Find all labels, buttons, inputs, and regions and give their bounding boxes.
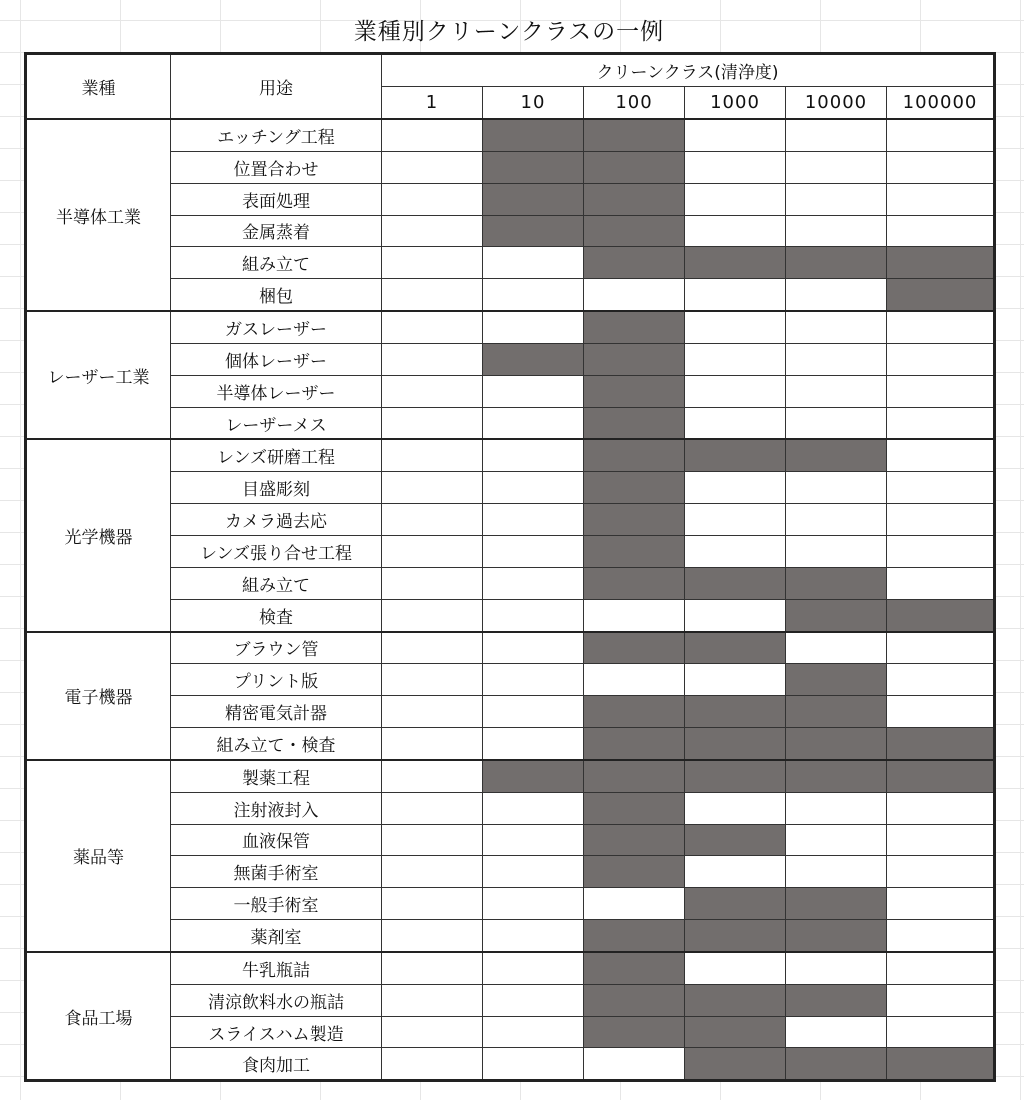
class-cell-empty — [786, 375, 887, 407]
class-cell-empty — [483, 664, 584, 696]
class-cell-filled — [685, 920, 786, 952]
class-cell-filled — [685, 728, 786, 760]
class-cell-empty — [887, 984, 995, 1016]
class-cell-filled — [584, 952, 685, 984]
industry-cell: レーザー工業 — [26, 311, 171, 439]
table-row — [26, 247, 995, 279]
class-cell-empty — [887, 696, 995, 728]
class-cell-filled — [584, 343, 685, 375]
class-cell-empty — [382, 279, 483, 311]
class-cell-empty — [382, 696, 483, 728]
class-cell-filled — [786, 920, 887, 952]
class-cell-empty — [382, 535, 483, 567]
table-row — [26, 343, 995, 375]
class-cell-empty — [685, 856, 786, 888]
class-cell-empty — [786, 343, 887, 375]
class-cell-empty — [786, 215, 887, 247]
class-cell-empty — [685, 375, 786, 407]
table-row — [26, 888, 995, 920]
class-cell-filled — [685, 760, 786, 792]
use-cell: 個体レーザー — [171, 343, 382, 375]
class-cell-empty — [382, 343, 483, 375]
table-row — [26, 407, 995, 439]
class-cell-empty — [887, 632, 995, 664]
class-cell-empty — [887, 151, 995, 183]
class-cell-filled — [483, 119, 584, 151]
class-cell-filled — [685, 696, 786, 728]
class-cell-empty — [786, 407, 887, 439]
class-cell-empty — [382, 1016, 483, 1048]
class-cell-empty — [382, 472, 483, 504]
table-row — [26, 439, 995, 471]
class-cell-filled — [786, 728, 887, 760]
class-cell-empty — [382, 119, 483, 151]
class-cell-filled — [887, 247, 995, 279]
class-cell-filled — [483, 151, 584, 183]
table-row — [26, 215, 995, 247]
table-row — [26, 279, 995, 311]
class-cell-filled — [584, 151, 685, 183]
class-cell-filled — [584, 375, 685, 407]
class-cell-empty — [887, 407, 995, 439]
class-cell-empty — [786, 151, 887, 183]
class-cell-filled — [483, 760, 584, 792]
class-cell-empty — [887, 215, 995, 247]
class-cell-filled — [584, 311, 685, 343]
class-cell-empty — [483, 792, 584, 824]
class-cell-empty — [786, 824, 887, 856]
class-cell-empty — [382, 567, 483, 599]
class-cell-empty — [483, 1016, 584, 1048]
class-cell-filled — [584, 824, 685, 856]
use-cell: 食肉加工 — [171, 1048, 382, 1081]
use-cell: 表面処理 — [171, 183, 382, 215]
class-cell-empty — [887, 504, 995, 536]
table-row — [26, 1016, 995, 1048]
class-cell-filled — [584, 696, 685, 728]
use-cell: 製薬工程 — [171, 760, 382, 792]
class-cell-empty — [887, 311, 995, 343]
class-cell-filled — [786, 567, 887, 599]
use-cell: 検査 — [171, 599, 382, 631]
use-cell: 精密電気計器 — [171, 696, 382, 728]
class-cell-empty — [382, 920, 483, 952]
table-row — [26, 119, 995, 151]
class-cell-empty — [685, 343, 786, 375]
class-cell-empty — [685, 664, 786, 696]
use-cell: 半導体レーザー — [171, 375, 382, 407]
class-cell-empty — [786, 504, 887, 536]
class-cell-empty — [685, 151, 786, 183]
class-cell-empty — [483, 407, 584, 439]
header-industry: 業種 — [26, 54, 171, 120]
class-header: 10 — [483, 87, 584, 120]
class-cell-empty — [483, 599, 584, 631]
class-cell-filled — [584, 504, 685, 536]
class-cell-empty — [382, 504, 483, 536]
class-cell-filled — [786, 1048, 887, 1081]
class-cell-filled — [584, 1016, 685, 1048]
class-cell-filled — [584, 472, 685, 504]
class-cell-empty — [483, 856, 584, 888]
class-cell-empty — [483, 952, 584, 984]
class-cell-filled — [483, 343, 584, 375]
class-cell-filled — [685, 1016, 786, 1048]
class-cell-filled — [685, 439, 786, 471]
class-cell-empty — [483, 535, 584, 567]
class-cell-empty — [382, 952, 483, 984]
table-row — [26, 632, 995, 664]
class-header: 100 — [584, 87, 685, 120]
class-cell-empty — [382, 728, 483, 760]
class-cell-empty — [483, 1048, 584, 1081]
use-cell: 梱包 — [171, 279, 382, 311]
class-cell-empty — [887, 183, 995, 215]
class-cell-filled — [786, 664, 887, 696]
class-cell-filled — [584, 247, 685, 279]
industry-cell: 半導体工業 — [26, 119, 171, 311]
class-cell-empty — [887, 119, 995, 151]
class-cell-filled — [584, 407, 685, 439]
class-cell-empty — [584, 664, 685, 696]
table-row — [26, 792, 995, 824]
class-cell-empty — [786, 792, 887, 824]
class-cell-empty — [382, 632, 483, 664]
class-cell-filled — [584, 183, 685, 215]
class-cell-empty — [887, 664, 995, 696]
class-cell-empty — [483, 375, 584, 407]
use-cell: 注射液封入 — [171, 792, 382, 824]
class-cell-filled — [584, 535, 685, 567]
class-cell-empty — [483, 567, 584, 599]
class-cell-filled — [786, 599, 887, 631]
class-cell-filled — [786, 760, 887, 792]
class-cell-filled — [584, 760, 685, 792]
use-cell: ガスレーザー — [171, 311, 382, 343]
class-cell-filled — [584, 632, 685, 664]
class-cell-empty — [382, 183, 483, 215]
header-clean-class: クリーンクラス(清浄度) — [382, 54, 995, 87]
class-cell-empty — [786, 183, 887, 215]
use-cell: 清涼飲料水の瓶詰 — [171, 984, 382, 1016]
table-row — [26, 599, 995, 631]
class-cell-empty — [887, 375, 995, 407]
class-cell-empty — [382, 760, 483, 792]
use-cell: 薬剤室 — [171, 920, 382, 952]
table-row — [26, 728, 995, 760]
class-cell-empty — [382, 247, 483, 279]
class-cell-filled — [887, 279, 995, 311]
class-cell-empty — [685, 952, 786, 984]
class-cell-empty — [887, 920, 995, 952]
class-cell-empty — [685, 119, 786, 151]
class-cell-empty — [786, 1016, 887, 1048]
class-cell-empty — [382, 664, 483, 696]
class-cell-empty — [382, 375, 483, 407]
table-row — [26, 472, 995, 504]
table-row — [26, 760, 995, 792]
class-cell-empty — [382, 407, 483, 439]
class-cell-filled — [887, 1048, 995, 1081]
class-cell-filled — [685, 984, 786, 1016]
class-cell-empty — [685, 311, 786, 343]
class-cell-empty — [382, 439, 483, 471]
class-cell-filled — [584, 984, 685, 1016]
class-header: 1 — [382, 87, 483, 120]
table-row — [26, 696, 995, 728]
class-cell-empty — [483, 247, 584, 279]
class-cell-empty — [483, 279, 584, 311]
table-row — [26, 984, 995, 1016]
table-row — [26, 952, 995, 984]
class-cell-empty — [483, 728, 584, 760]
industry-cell: 光学機器 — [26, 439, 171, 631]
use-cell: 組み立て・検査 — [171, 728, 382, 760]
class-cell-empty — [786, 279, 887, 311]
class-header: 10000 — [786, 87, 887, 120]
table-row — [26, 664, 995, 696]
use-cell: スライスハム製造 — [171, 1016, 382, 1048]
class-cell-empty — [382, 792, 483, 824]
class-cell-empty — [786, 311, 887, 343]
class-cell-filled — [887, 599, 995, 631]
use-cell: 組み立て — [171, 247, 382, 279]
class-cell-filled — [483, 215, 584, 247]
class-cell-empty — [786, 952, 887, 984]
class-cell-empty — [382, 856, 483, 888]
class-cell-empty — [584, 279, 685, 311]
class-cell-empty — [685, 215, 786, 247]
class-cell-filled — [584, 567, 685, 599]
table-row — [26, 183, 995, 215]
class-cell-empty — [887, 952, 995, 984]
use-cell: エッチング工程 — [171, 119, 382, 151]
class-cell-empty — [584, 599, 685, 631]
table-title: 業種別クリーンクラスの一例 — [353, 19, 665, 45]
use-cell: カメラ過去応 — [171, 504, 382, 536]
use-cell: 一般手術室 — [171, 888, 382, 920]
class-cell-empty — [685, 599, 786, 631]
table-row — [26, 567, 995, 599]
class-cell-filled — [786, 888, 887, 920]
table-row — [26, 504, 995, 536]
class-cell-filled — [685, 888, 786, 920]
industry-cell: 電子機器 — [26, 632, 171, 760]
class-cell-filled — [786, 439, 887, 471]
table-row — [26, 375, 995, 407]
class-cell-empty — [483, 632, 584, 664]
table-row — [26, 920, 995, 952]
class-cell-filled — [685, 824, 786, 856]
table-row — [26, 311, 995, 343]
class-cell-empty — [887, 439, 995, 471]
use-cell: ブラウン管 — [171, 632, 382, 664]
class-cell-filled — [887, 760, 995, 792]
class-cell-empty — [887, 792, 995, 824]
use-cell: 目盛彫刻 — [171, 472, 382, 504]
class-cell-filled — [584, 728, 685, 760]
use-cell: レンズ研磨工程 — [171, 439, 382, 471]
class-cell-empty — [382, 1048, 483, 1081]
class-header: 1000 — [685, 87, 786, 120]
class-cell-empty — [382, 151, 483, 183]
table-row — [26, 1048, 995, 1081]
use-cell: プリント版 — [171, 664, 382, 696]
use-cell: レンズ張り合せ工程 — [171, 535, 382, 567]
class-cell-empty — [584, 888, 685, 920]
use-cell: 位置合わせ — [171, 151, 382, 183]
table-row — [26, 824, 995, 856]
class-cell-filled — [786, 696, 887, 728]
class-cell-empty — [786, 632, 887, 664]
class-cell-empty — [786, 535, 887, 567]
class-cell-filled — [685, 567, 786, 599]
class-cell-empty — [887, 1016, 995, 1048]
class-cell-empty — [382, 599, 483, 631]
class-cell-empty — [382, 984, 483, 1016]
class-cell-empty — [685, 504, 786, 536]
class-cell-empty — [887, 567, 995, 599]
class-cell-empty — [483, 472, 584, 504]
use-cell: 血液保管 — [171, 824, 382, 856]
class-cell-empty — [382, 888, 483, 920]
use-cell: 金属蒸着 — [171, 215, 382, 247]
class-cell-empty — [685, 472, 786, 504]
class-cell-filled — [685, 632, 786, 664]
class-cell-empty — [887, 472, 995, 504]
class-cell-empty — [584, 1048, 685, 1081]
class-cell-filled — [584, 439, 685, 471]
class-cell-filled — [685, 1048, 786, 1081]
class-cell-filled — [887, 728, 995, 760]
class-header: 100000 — [887, 87, 995, 120]
class-cell-empty — [786, 119, 887, 151]
class-cell-filled — [584, 119, 685, 151]
class-cell-empty — [685, 279, 786, 311]
class-cell-filled — [685, 247, 786, 279]
class-cell-empty — [483, 696, 584, 728]
class-cell-empty — [685, 407, 786, 439]
table-row — [26, 151, 995, 183]
table-row — [26, 856, 995, 888]
header-use: 用途 — [171, 54, 382, 120]
class-cell-empty — [887, 856, 995, 888]
table-row — [26, 535, 995, 567]
class-cell-empty — [887, 824, 995, 856]
class-cell-empty — [483, 311, 584, 343]
class-cell-empty — [786, 856, 887, 888]
class-cell-empty — [887, 888, 995, 920]
class-cell-empty — [483, 824, 584, 856]
class-cell-empty — [786, 472, 887, 504]
class-cell-empty — [483, 439, 584, 471]
class-cell-empty — [483, 920, 584, 952]
industry-cell: 食品工場 — [26, 952, 171, 1081]
class-cell-empty — [887, 535, 995, 567]
class-cell-empty — [685, 183, 786, 215]
class-cell-filled — [584, 856, 685, 888]
use-cell: 無菌手術室 — [171, 856, 382, 888]
class-cell-empty — [382, 311, 483, 343]
class-cell-empty — [685, 535, 786, 567]
class-cell-filled — [584, 215, 685, 247]
use-cell: 牛乳瓶詰 — [171, 952, 382, 984]
class-cell-filled — [483, 183, 584, 215]
class-cell-filled — [786, 984, 887, 1016]
use-cell: レーザーメス — [171, 407, 382, 439]
class-cell-empty — [483, 888, 584, 920]
class-cell-empty — [483, 504, 584, 536]
class-cell-empty — [685, 792, 786, 824]
class-cell-empty — [887, 343, 995, 375]
industry-cell: 薬品等 — [26, 760, 171, 952]
clean-class-table — [24, 52, 996, 1082]
class-cell-filled — [786, 247, 887, 279]
class-cell-empty — [382, 824, 483, 856]
class-cell-filled — [584, 920, 685, 952]
class-cell-empty — [483, 984, 584, 1016]
use-cell: 組み立て — [171, 567, 382, 599]
class-cell-empty — [382, 215, 483, 247]
class-cell-filled — [584, 792, 685, 824]
table-body — [26, 119, 995, 1081]
